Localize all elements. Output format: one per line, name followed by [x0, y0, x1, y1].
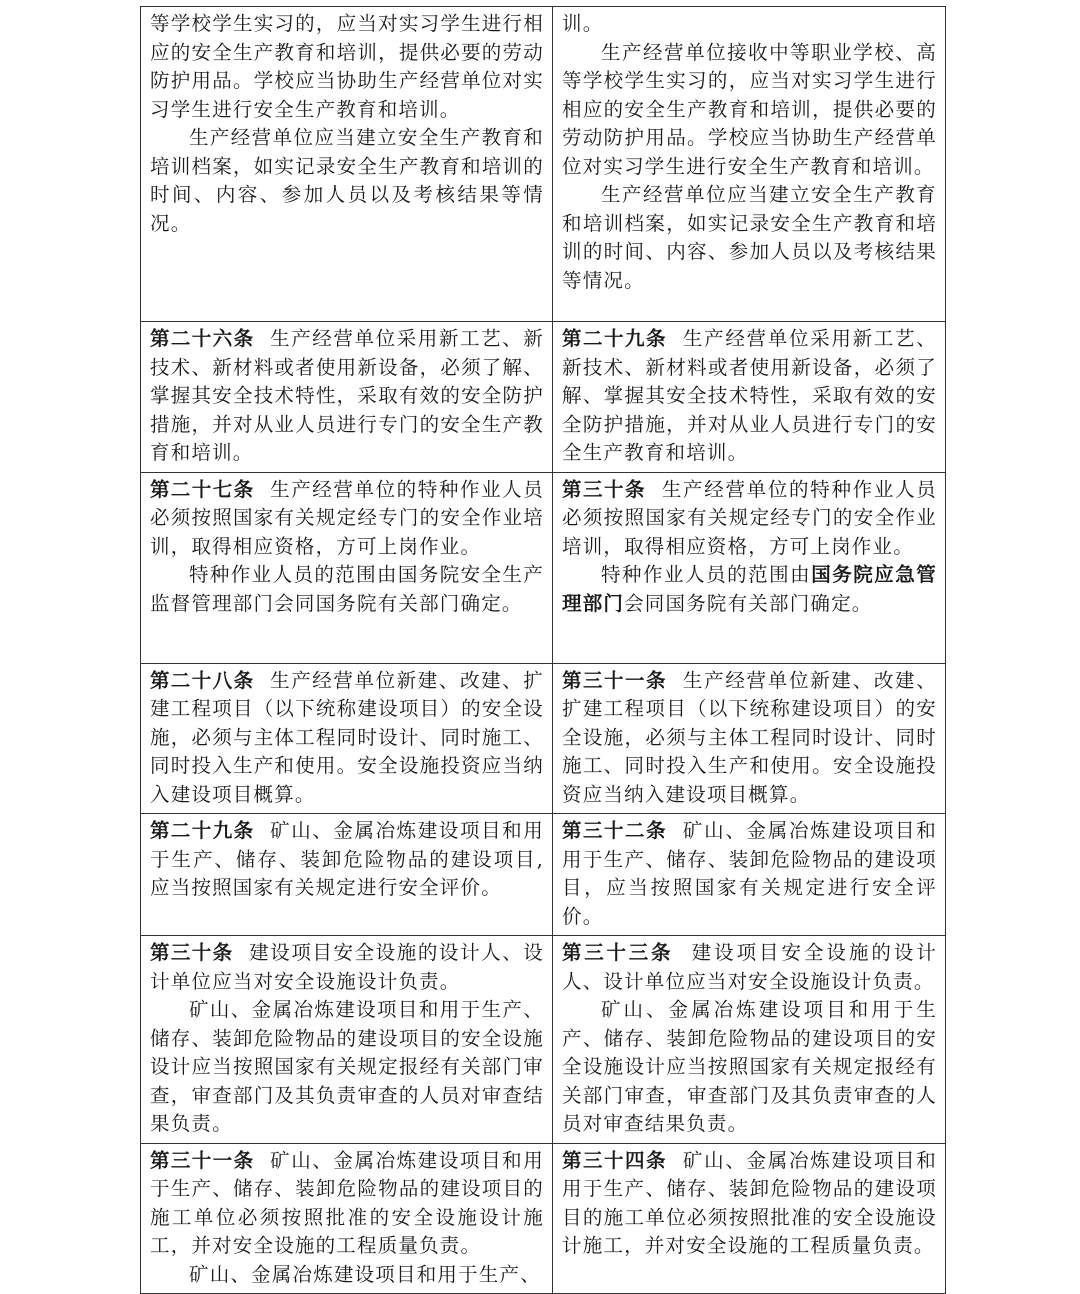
comparison-table — [140, 6, 946, 1294]
paragraph: 第三十一条 矿山、金属冶炼建设项目和用于生产、储存、装卸危险物品的建设项目的施工单位必须按照批准的安全设施设计施工，并对安全设施的工程质量负责。 — [150, 1148, 544, 1257]
article-heading: 第三十三条 — [562, 941, 674, 964]
paragraph: 第二十七条 生产经营单位的特种作业人员必须按照国家有关规定经专门的安全作业培训，取得相应资格，方可上岗作业。 — [150, 477, 544, 558]
paragraph: 特种作业人员的范围由国务院安全生产监督管理部门会同国务院有关部门确定。 — [150, 563, 544, 615]
article-heading: 第三十条 — [150, 941, 234, 964]
old-text-cell — [141, 472, 553, 663]
new-text-cell — [553, 936, 946, 1144]
table-row — [141, 663, 946, 814]
paragraph: 矿山、金属冶炼建设项目和用于生产、储存、装卸危险物品的建设项目的安全设施设计应当按照国家有关规定报经有关部门审查，审查部门及其负责审查的人员对审查结果负责。 — [562, 998, 937, 1135]
paragraph: 训。 — [562, 12, 604, 35]
paragraph: 第二十八条 生产经营单位新建、改建、扩建工程项目（以下统称建设项目）的安全设施，必须与主体工程同时设计、同时施工、同时投入生产和使用。安全设施投资应当纳入建设项目概算。 — [150, 668, 544, 806]
new-text-cell — [553, 663, 946, 814]
paragraph: 第三十三条 建设项目安全设施的设计人、设计单位应当对安全设施设计负责。 — [562, 941, 937, 993]
old-text-cell — [141, 663, 553, 814]
old-text-cell — [141, 1143, 553, 1294]
article-heading: 第三十一条 — [150, 1148, 255, 1172]
paragraph: 矿山、金属冶炼建设项目和用于生产、储存、装卸危险物品的建设项目的安全设施设计应当按照国家有关规定报经有关部门审查，审查部门及其负责审查的人员对审查结果负责。 — [150, 998, 544, 1135]
paragraph: 等学校学生实习的，应当对实习学生进行相应的安全生产教育和培训，提供必要的劳动防护用品。学校应当协助生产经营单位对实习学生进行安全生产教育和培训。 — [150, 12, 544, 121]
article-heading: 第二十九条 — [150, 819, 255, 842]
old-text-cell — [141, 814, 553, 936]
article-heading: 第二十七条 — [150, 477, 255, 501]
new-text-cell — [553, 814, 946, 936]
new-text-cell — [553, 322, 946, 473]
old-text-cell — [141, 322, 553, 473]
table-row — [141, 322, 946, 473]
table-row — [141, 936, 946, 1144]
paragraph: 第二十九条 生产经营单位采用新工艺、新技术、新材料或者使用新设备，必须了解、掌握其安全技术特性，采取有效的安全防护措施，并对从业人员进行专门的安全生产教育和培训。 — [562, 327, 937, 464]
table-row — [141, 472, 946, 663]
paragraph: 第二十六条 生产经营单位采用新工艺、新技术、新材料或者使用新设备，必须了解、掌握其安全技术特性，采取有效的安全防护措施，并对从业人员进行专门的安全生产教育和培训。 — [150, 327, 544, 464]
new-text-cell — [553, 7, 946, 322]
paragraph: 第二十九条 矿山、金属冶炼建设项目和用于生产、储存、装卸危险物品的建设项目,应当按照国家有关规定进行安全评价。 — [150, 819, 544, 899]
paragraph: 第三十条 生产经营单位的特种作业人员必须按照国家有关规定经专门的安全作业培训，取得相应资格，方可上岗作业。 — [562, 477, 937, 558]
paragraph: 第三十条 建设项目安全设施的设计人、设计单位应当对安全设施设计负责。 — [150, 941, 544, 993]
paragraph: 生产经营单位应当建立安全生产教育和培训档案，如实记录安全生产教育和培训的时间、内容、参加人员以及考核结果等情况。 — [150, 126, 544, 235]
article-heading: 第三十一条 — [562, 668, 668, 692]
new-text-cell — [553, 1143, 946, 1294]
paragraph: 第三十一条 生产经营单位新建、改建、扩建工程项目（以下统称建设项目）的安全设施，必须与主体工程同时设计、同时施工、同时投入生产和使用。安全设施投资应当纳入建设项目概算。 — [562, 668, 937, 806]
article-heading: 第三十二条 — [562, 819, 668, 842]
paragraph: 矿山、金属冶炼建设项目和用于生产、 — [189, 1262, 541, 1286]
new-text-cell — [553, 472, 946, 663]
paragraph: 特种作业人员的范围由国务院应急管理部门会同国务院有关部门确定。 — [562, 563, 937, 615]
table-row — [141, 1143, 946, 1294]
article-heading: 第二十九条 — [562, 327, 668, 350]
article-heading: 第二十八条 — [150, 668, 255, 692]
article-heading: 第三十四条 — [562, 1148, 668, 1172]
paragraph: 生产经营单位应当建立安全生产教育和培训档案，如实记录安全生产教育和培训的时间、内容、参加人员以及考核结果等情况。 — [562, 183, 937, 292]
old-text-cell — [141, 936, 553, 1144]
table-row — [141, 7, 946, 322]
table-row — [141, 814, 946, 936]
paragraph: 第三十四条 矿山、金属冶炼建设项目和用于生产、储存、装卸危险物品的建设项目的施工单位必须按照批准的安全设施设计施工，并对安全设施的工程质量负责。 — [562, 1148, 937, 1257]
article-heading: 第三十条 — [562, 477, 647, 501]
amended-text: 国务院应急管理部门 — [562, 563, 937, 615]
old-text-cell — [141, 7, 553, 322]
paragraph: 第三十二条 矿山、金属冶炼建设项目和用于生产、储存、装卸危险物品的建设项目，应当按照国家有关规定进行安全评价。 — [562, 819, 937, 928]
article-heading: 第二十六条 — [150, 327, 255, 350]
paragraph: 生产经营单位接收中等职业学校、高等学校学生实习的，应当对实习学生进行相应的安全生产教育和培训，提供必要的劳动防护用品。学校应当协助生产经营单位对实习学生进行安全生产教育和培训。 — [562, 40, 937, 178]
